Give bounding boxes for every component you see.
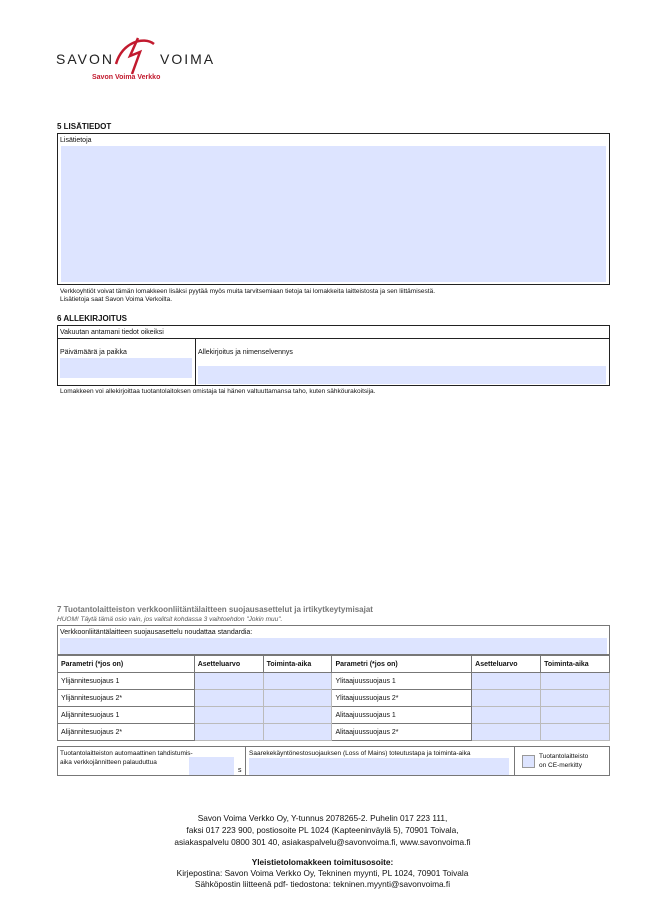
additional-info-textarea[interactable] — [61, 146, 606, 282]
reconnect-unit: s — [238, 767, 242, 774]
time-input[interactable] — [541, 724, 610, 741]
standard-label: Verkkoonliitäntälaitteen suojausasettelu noudattaa standardia: — [60, 629, 253, 636]
param-label-left: Alijännitesuojaus 2* — [58, 724, 195, 741]
confirm-text: Vakuutan antamani tiedot oikeiksi — [60, 329, 164, 336]
ce-label-2: on CE-merkitty — [539, 762, 582, 769]
footer-line-4: Kirjepostina: Savon Voima Verkko Oy, Tekninen myynti, PL 1024, 70901 Toivala — [176, 868, 469, 878]
param-label-right: Ylitaajuussuojaus 2* — [332, 690, 472, 707]
reconnect-label-2: aika verkkojännitteen palauduttua — [60, 759, 157, 766]
time-input[interactable] — [541, 673, 610, 690]
footer-line-3: asiakaspalvelu 0800 301 40, asiakaspalvelu@savonvoima.fi, www.savonvoima.fi — [174, 837, 471, 847]
section5-note-2: Lisätietoja saat Savon Voima Verkoilta. — [60, 296, 173, 303]
footer-line-5: Sähköpostin liitteenä pdf- tiedostona: tekninen.myynti@savonvoima.fi — [194, 879, 451, 889]
ce-label-1: Tuotantolaitteisto — [539, 753, 589, 760]
date-place-label: Päivämäärä ja paikka — [60, 349, 127, 356]
header-setting-right: Asetteluarvo — [472, 656, 541, 673]
logo-subtitle: Savon Voima Verkko — [92, 74, 161, 81]
table-row — [58, 724, 610, 741]
section7-title: 7 Tuotantolaitteiston verkkoonliitäntälaitteen suojausasettelut ja irtikytkeytymisajat — [57, 605, 373, 614]
date-place-input[interactable] — [60, 358, 192, 378]
param-label-left: Alijännitesuojaus 1 — [58, 707, 195, 724]
logo-lightning-icon — [110, 34, 158, 76]
section7-note: HUOM! Täytä tämä osio vain, jos valitsit kohdassa 3 vaihtoehdon "Jokin muu". — [57, 616, 283, 623]
lom-input[interactable] — [249, 758, 509, 775]
footer-line-2: faksi 017 223 900, postiosoite PL 1024 (Kapteeninväylä 5), 70901 Toivala, — [186, 825, 459, 835]
setting-input[interactable] — [472, 724, 541, 741]
signature-label: Allekirjoitus ja nimenselvennys — [198, 349, 293, 356]
time-input[interactable] — [263, 707, 332, 724]
param-label-left: Ylijännitesuojaus 1 — [58, 673, 195, 690]
reconnect-time-input[interactable] — [189, 757, 234, 775]
header-time-left: Toiminta-aika — [263, 656, 332, 673]
setting-input[interactable] — [194, 673, 263, 690]
section5-note-1: Verkkoyhtiöt voivat tämän lomakkeen lisäksi pyytää myös muita tarvitsemiaan tietoja tai lomakkeita laitteistosta ja sen liittämisestä. — [60, 288, 435, 295]
ce-checkbox[interactable] — [522, 755, 535, 768]
time-input[interactable] — [541, 707, 610, 724]
section5-title: 5 LISÄTIEDOT — [57, 122, 112, 131]
time-input[interactable] — [541, 690, 610, 707]
param-label-left: Ylijännitesuojaus 2* — [58, 690, 195, 707]
header-setting-left: Asetteluarvo — [194, 656, 263, 673]
bottom-divider-1 — [245, 747, 246, 775]
logo-right-word: VOIMA — [160, 51, 216, 67]
param-label-right: Alitaajuussuojaus 1 — [332, 707, 472, 724]
time-input[interactable] — [263, 724, 332, 741]
standard-box — [57, 625, 610, 655]
additional-info-label: Lisätietoja — [60, 137, 92, 144]
header-param-right: Parametri (*jos on) — [332, 656, 472, 673]
setting-input[interactable] — [194, 724, 263, 741]
section6-box — [57, 325, 610, 386]
section6-vertical-divider — [195, 338, 196, 385]
section6-title: 6 ALLEKIRJOITUS — [57, 314, 127, 323]
setting-input[interactable] — [472, 690, 541, 707]
lom-label: Saarekekäyntönestosuojauksen (Loss of Mains) toteutustapa ja toiminta-aika — [249, 750, 471, 757]
bottom-row-box — [57, 746, 610, 776]
time-input[interactable] — [263, 673, 332, 690]
header-time-right: Toiminta-aika — [541, 656, 610, 673]
footer-line-1: Savon Voima Verkko Oy, Y-tunnus 2078265-2. Puhelin 017 223 111, — [197, 813, 448, 823]
table-row — [58, 707, 610, 724]
setting-input[interactable] — [472, 673, 541, 690]
section6-divider — [58, 338, 609, 339]
logo — [56, 34, 216, 84]
protection-settings-table — [57, 655, 610, 741]
header-param-left: Parametri (*jos on) — [58, 656, 195, 673]
setting-input[interactable] — [194, 707, 263, 724]
footer-heading: Yleistietolomakkeen toimitusosoite: — [251, 857, 394, 867]
logo-left-word: SAVON — [56, 51, 114, 67]
bottom-divider-2 — [514, 747, 515, 775]
reconnect-label-1: Tuotantolaitteiston automaattinen tahdistumis- — [60, 750, 193, 757]
signature-input[interactable] — [198, 366, 606, 384]
time-input[interactable] — [263, 690, 332, 707]
standard-input[interactable] — [60, 638, 607, 654]
section6-note: Lomakkeen voi allekirjoittaa tuotantolaitoksen omistaja tai hänen valtuuttamansa taho, kuten sähköurakoitsija. — [60, 388, 376, 395]
setting-input[interactable] — [472, 707, 541, 724]
setting-input[interactable] — [194, 690, 263, 707]
table-row — [58, 690, 610, 707]
param-label-right: Ylitaajuussuojaus 1 — [332, 673, 472, 690]
table-row — [58, 673, 610, 690]
table-header-row — [58, 656, 610, 673]
param-label-right: Alitaajuussuojaus 2* — [332, 724, 472, 741]
section5-box — [57, 133, 610, 285]
